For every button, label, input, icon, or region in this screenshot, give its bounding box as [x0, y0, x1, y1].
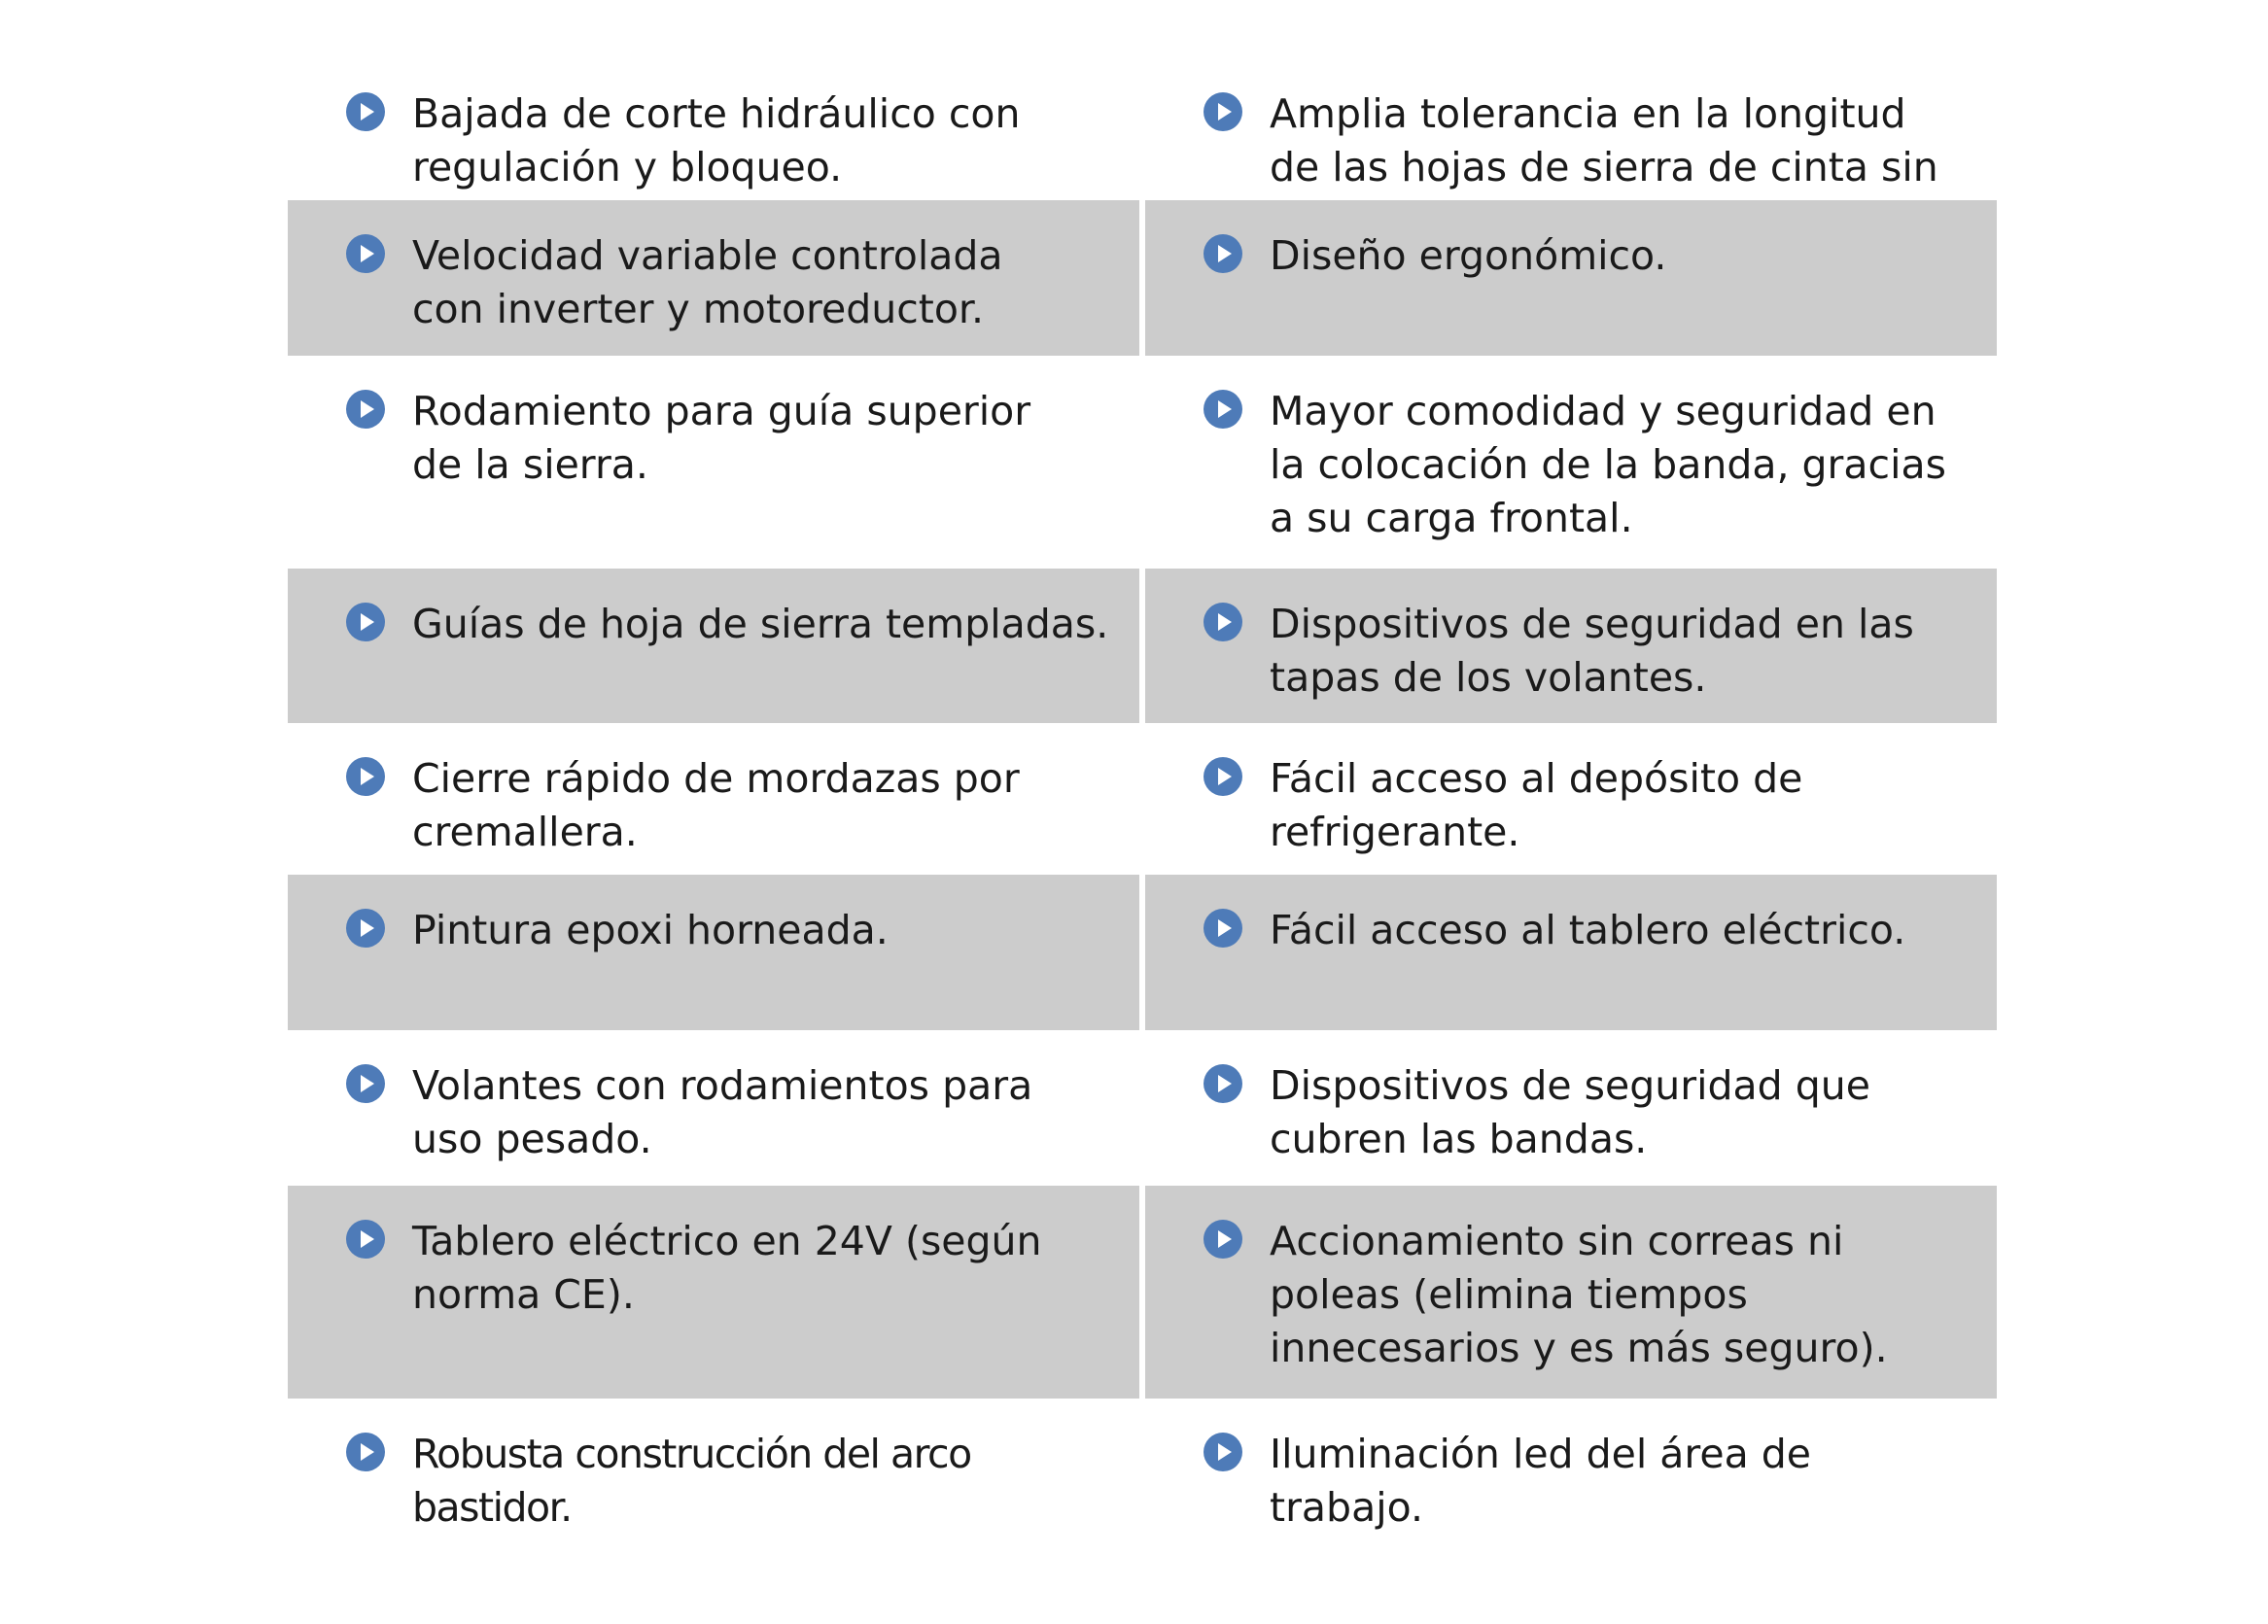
feature-text: Accionamiento sin correas ni poleas (elimina tiempos innecesarios y es más seguro). — [1270, 1218, 1888, 1371]
feature-text: Guías de hoja de sierra templadas. — [412, 601, 1109, 647]
features-table — [288, 58, 1997, 1531]
feature-cell-left — [288, 58, 1139, 200]
feature-text: Diseño ergonómico. — [1270, 232, 1667, 279]
play-circle-icon — [346, 757, 385, 796]
play-circle-icon — [1204, 1220, 1242, 1259]
play-circle-icon — [346, 390, 385, 429]
feature-cell-right — [1145, 875, 1997, 1030]
play-circle-icon — [1204, 234, 1242, 273]
feature-text: Dispositivos de seguridad en las tapas de los volantes. — [1270, 601, 1914, 701]
features-row — [288, 1186, 1997, 1399]
features-row — [288, 723, 1997, 875]
feature-cell-left — [288, 1399, 1139, 1531]
feature-cell-right — [1145, 200, 1997, 356]
feature-cell-right — [1145, 1030, 1997, 1186]
feature-cell-right — [1145, 356, 1997, 569]
play-circle-icon — [346, 603, 385, 641]
feature-cell-left — [288, 200, 1139, 356]
play-circle-icon — [1204, 603, 1242, 641]
feature-text: Iluminación led del área de trabajo. — [1270, 1431, 1812, 1531]
feature-cell-left — [288, 1030, 1139, 1186]
feature-cell-right — [1145, 1399, 1997, 1531]
feature-text: Volantes con rodamientos para uso pesado. — [412, 1062, 1033, 1162]
feature-text: Tablero eléctrico en 24V (según norma CE). — [412, 1218, 1042, 1318]
features-row — [288, 569, 1997, 723]
feature-cell-left — [288, 1186, 1139, 1399]
feature-text: Fácil acceso al tablero eléctrico. — [1270, 907, 1906, 953]
feature-text: Velocidad variable controlada con inverter y motoreductor. — [412, 232, 1003, 332]
feature-cell-right — [1145, 569, 1997, 723]
feature-text: Mayor comodidad y seguridad en la colocación de la banda, gracias a su carga frontal. — [1270, 388, 1946, 541]
play-circle-icon — [1204, 92, 1242, 131]
feature-cell-left — [288, 875, 1139, 1030]
feature-cell-left — [288, 723, 1139, 875]
feature-text: Bajada de corte hidráulico con regulación y bloqueo. — [412, 90, 1021, 190]
feature-text: Robusta construcción del arco bastidor. — [412, 1431, 971, 1531]
play-circle-icon — [346, 909, 385, 948]
features-row — [288, 58, 1997, 200]
features-row — [288, 875, 1997, 1030]
play-circle-icon — [1204, 909, 1242, 948]
features-row — [288, 1030, 1997, 1186]
feature-text: Rodamiento para guía superior de la sierra. — [412, 388, 1031, 488]
feature-cell-right — [1145, 1186, 1997, 1399]
play-circle-icon — [346, 92, 385, 131]
features-row — [288, 1399, 1997, 1531]
play-circle-icon — [346, 234, 385, 273]
feature-cell-left — [288, 356, 1139, 569]
play-circle-icon — [346, 1220, 385, 1259]
play-circle-icon — [346, 1433, 385, 1471]
play-circle-icon — [1204, 1064, 1242, 1103]
feature-text: Amplia tolerancia en la longitud de las hojas de sierra de cinta sin — [1270, 90, 1938, 190]
feature-text: Pintura epoxi horneada. — [412, 907, 889, 953]
features-row — [288, 200, 1997, 356]
play-circle-icon — [1204, 757, 1242, 796]
play-circle-icon — [346, 1064, 385, 1103]
feature-text: Cierre rápido de mordazas por cremallera. — [412, 755, 1020, 855]
feature-text: Fácil acceso al depósito de refrigerante. — [1270, 755, 1803, 855]
play-circle-icon — [1204, 1433, 1242, 1471]
feature-cell-right — [1145, 723, 1997, 875]
feature-text: Dispositivos de seguridad que cubren las bandas. — [1270, 1062, 1870, 1162]
feature-cell-left — [288, 569, 1139, 723]
features-row — [288, 356, 1997, 569]
play-circle-icon — [1204, 390, 1242, 429]
feature-cell-right — [1145, 58, 1997, 200]
